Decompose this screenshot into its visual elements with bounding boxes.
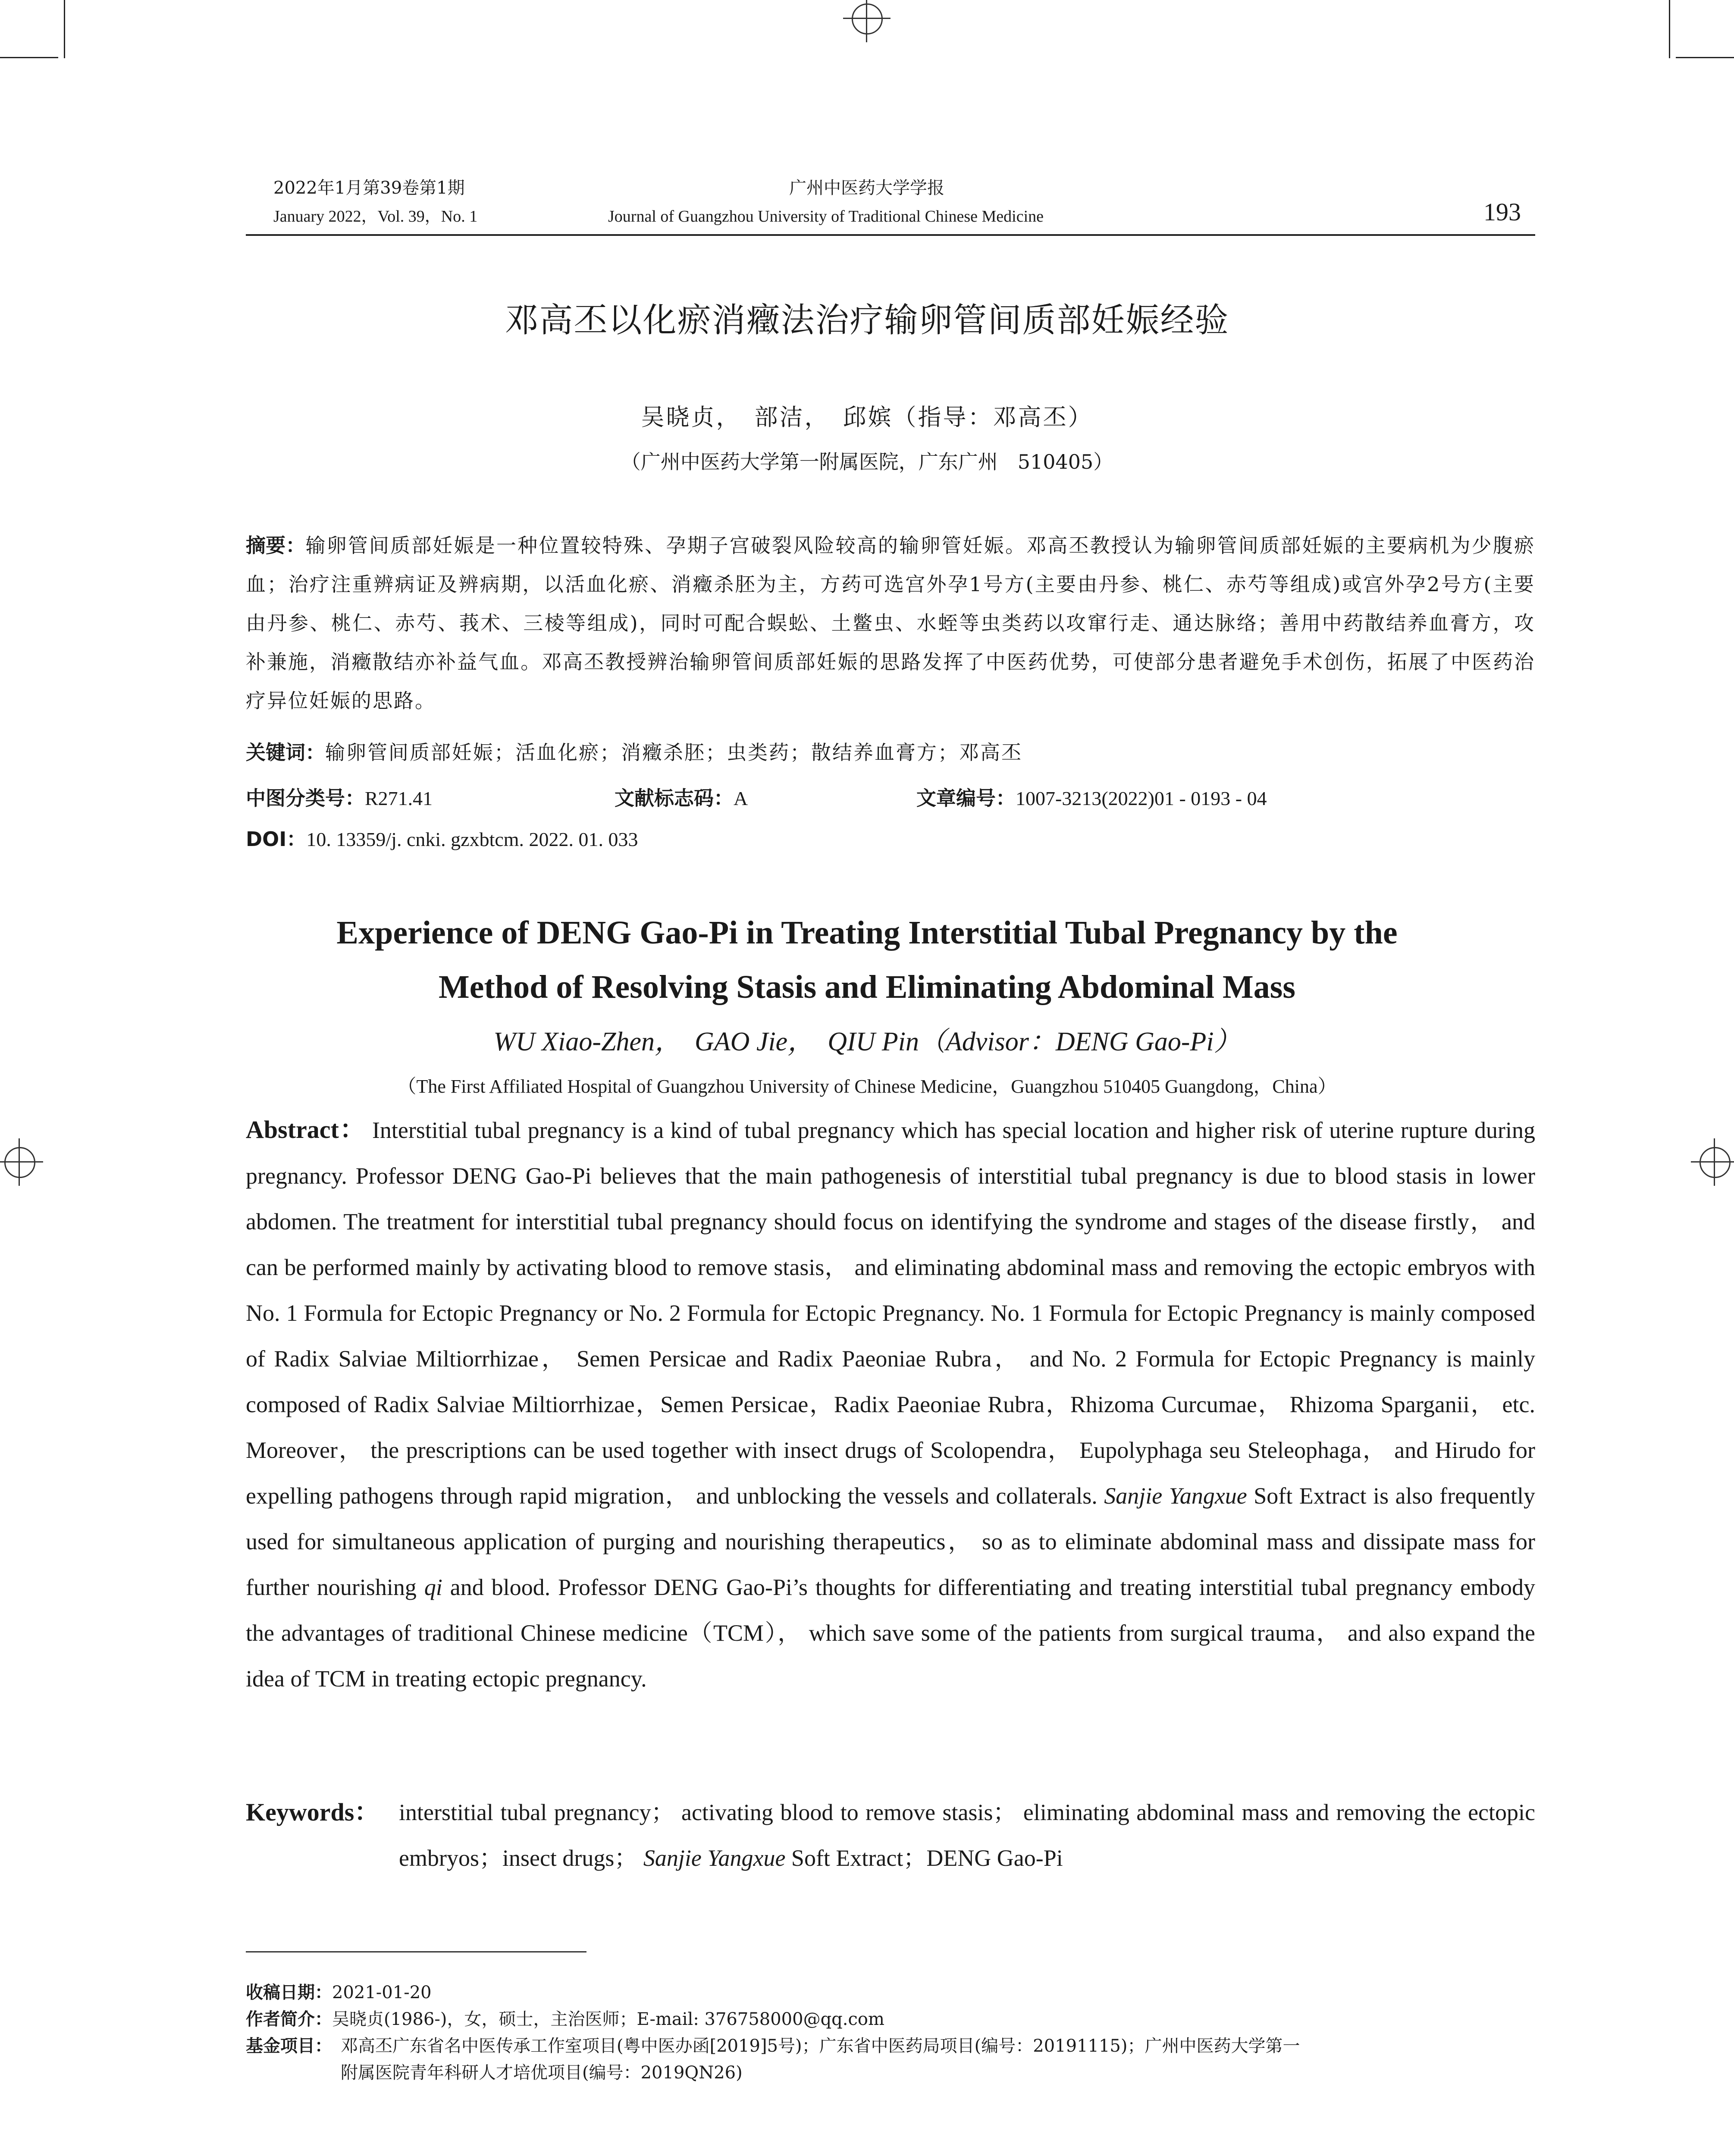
journal-name-en: Journal of Guangzhou University of Traditional Chinese Medicine bbox=[608, 207, 1044, 226]
crop-mark bbox=[0, 57, 58, 58]
keywords-cn bbox=[246, 733, 1535, 772]
author-value: 吴晓贞(1986-)，女，硕士，主治医师；E-mail: 376758000@qq.com bbox=[332, 2009, 884, 2029]
doi-value: 10. 13359/j. cnki. gzxbtcm. 2022. 01. 033 bbox=[306, 828, 638, 850]
abstract-en-part2: Soft Extract is also frequently used for simultaneous application of purging and nourishing therapeutics， so as to eliminate abdominal mass and dissipate mass for further nourishing bbox=[246, 1483, 1536, 1600]
issue-cn: 2022年1月第39卷第1期 bbox=[273, 178, 465, 198]
doc-code-value: A bbox=[734, 787, 748, 809]
issue-en: January 2022，Vol. 39，No. 1 bbox=[273, 207, 478, 226]
footnote-received bbox=[246, 1979, 432, 2006]
footnote-fund-label bbox=[246, 2033, 332, 2059]
affiliation-cn: （广州中医药大学第一附属医院，广东广州 510405） bbox=[621, 450, 1113, 473]
keywords-en-term: Sanjie Yangxue bbox=[643, 1845, 786, 1871]
keywords-en-part1: interstitial tubal pregnancy； activating blood to remove stasis； eliminating abdominal mass and removing the ectopic embryos；insect drugs； bbox=[399, 1799, 1535, 1871]
keywords-label-cn: 关键词： bbox=[246, 741, 325, 764]
author-label: 作者简介： bbox=[246, 2009, 332, 2029]
abstract-en-part3: and blood. Professor DENG Gao-Pi’s thoughts for differentiating and treating interstitial tubal pregnancy embody the advantages of traditional Chinese medicine（TCM）， which save some of the patients from surgical trauma， and also expand the idea of TCM in treating ectopic pregnancy. bbox=[246, 1574, 1536, 1692]
affiliation-en: （The First Affiliated Hospital of Guangzhou University of Chinese Medicine，Guangzhou 510405 Guangdong，China） bbox=[397, 1076, 1337, 1097]
fund-line1: 邓高丕广东省名中医传承工作室项目(粤中医办函[2019]5号)；广东省中医药局项目(编号：20191115)；广州中医药大学第一 bbox=[341, 2036, 1300, 2056]
registration-mark-icon bbox=[0, 1138, 43, 1186]
fund-line2: 附属医院青年科研人才培优项目(编号：2019QN26) bbox=[341, 2063, 743, 2083]
received-label: 收稿日期： bbox=[246, 1983, 332, 2002]
footnote-author bbox=[246, 2006, 884, 2033]
abstract-en-part1: Interstitial tubal pregnancy is a kind of tubal pregnancy which has special location and higher risk of uterine rupture during pregnancy. Professor DENG Gao-Pi believes that the main pathogenesis of interstitial tubal pregnancy is due to blood stasis in lower abdomen. The treatment for interstitial tubal pregnancy should focus on identifying the syndrome and stages of the disease firstly， and can be performed mainly by activating blood to remove stasis， and eliminating abdominal mass and removing the ectopic embryos with No. 1 Formula for Ectopic Pregnancy or No. 2 Formula for Ectopic Pregnancy. No. 1 Formula for Ectopic Pregnancy is mainly composed of Radix Salviae Miltiorrhizae， Semen Persicae and Radix Paeoniae Rubra， and No. 2 Formula for Ectopic Pregnancy is mainly composed of Radix Salviae Miltiorrhizae，Semen Persicae，Radix Paeoniae Rubra，Rhizoma Curcumae， Rhizoma Sparganii， etc. Moreover， the prescriptions can be used together with insect drugs of Scolopendra， Eupolyphaga seu Steleophaga， and Hirudo for expelling pathogens through rapid migration， and unblocking the vessels and collaterals. bbox=[246, 1117, 1535, 1509]
registration-mark-icon bbox=[843, 0, 891, 42]
doc-code-label: 文献标志码： bbox=[615, 787, 734, 810]
received-value: 2021-01-20 bbox=[332, 1983, 432, 2002]
crop-mark bbox=[1676, 57, 1734, 58]
article-title-en bbox=[0, 906, 1734, 1014]
authors-cn: 吴晓贞， 部洁， 邱嫔（指导：邓高丕） bbox=[641, 404, 1093, 431]
abstract-en-term2: qi bbox=[424, 1574, 442, 1600]
abstract-en-term1: Sanjie Yangxue bbox=[1104, 1483, 1247, 1509]
crop-mark bbox=[64, 0, 65, 58]
footnote-rule bbox=[246, 1951, 586, 1952]
keywords-en bbox=[399, 1789, 1535, 1881]
keywords-text-cn: 输卵管间质部妊娠；活血化瘀；消癥杀胚；虫类药；散结养血膏方；邓高丕 bbox=[325, 741, 1022, 764]
registration-mark-icon bbox=[1691, 1138, 1734, 1186]
abstract-text-cn: 输卵管间质部妊娠是一种位置较特殊、孕期子宫破裂风险较高的输卵管妊娠。邓高丕教授认为输卵管间质部妊娠的主要病机为少腹瘀血；治疗注重辨病证及辨病期，以活血化瘀、消癥杀胚为主，方药可选宫外孕1号方(主要由丹参、桃仁、赤芍等组成)或宫外孕2号方(主要由丹参、桃仁、赤芍、莪术、三棱等组成)，同时可配合蜈蚣、土鳖虫、水蛭等虫类药以攻窜行走、通达脉络；善用中药散结养血膏方，攻补兼施，消癥散结亦补益气血。邓高丕教授辨治输卵管间质部妊娠的思路发挥了中医药优势，可使部分患者避免手术创伤，拓展了中医药治疗异位妊娠的思路。 bbox=[246, 534, 1535, 712]
clc-code bbox=[246, 783, 433, 811]
abstract-cn bbox=[246, 526, 1535, 720]
header-rule bbox=[246, 234, 1535, 236]
keywords-label-en: Keywords： bbox=[246, 1798, 379, 1826]
journal-name-cn: 广州中医药大学学报 bbox=[789, 178, 944, 198]
article-number bbox=[916, 783, 1267, 811]
clc-label: 中图分类号： bbox=[246, 787, 365, 810]
footnote-fund bbox=[341, 2033, 1535, 2086]
abstract-label-cn: 摘要： bbox=[246, 534, 306, 557]
abstract-en bbox=[246, 1107, 1535, 1702]
clc-value: R271.41 bbox=[365, 787, 433, 809]
document-code bbox=[615, 783, 748, 811]
doi bbox=[246, 824, 638, 852]
article-no-value: 1007-3213(2022)01 - 0193 - 04 bbox=[1016, 787, 1267, 809]
authors-en: WU Xiao-Zhen， GAO Jie， QIU Pin（Advisor：DENG Gao-Pi） bbox=[493, 1027, 1241, 1056]
abstract-label-en: Abstract： bbox=[246, 1116, 366, 1144]
keywords-en-part2: Soft Extract；DENG Gao-Pi bbox=[791, 1845, 1063, 1871]
crop-mark bbox=[1669, 0, 1670, 58]
doi-label: DOI： bbox=[246, 827, 307, 851]
fund-label: 基金项目： bbox=[246, 2036, 332, 2056]
article-title-cn: 邓高丕以化瘀消癥法治疗输卵管间质部妊娠经验 bbox=[505, 301, 1229, 340]
title-en-line1: Experience of DENG Gao-Pi in Treating Interstitial Tubal Pregnancy by the bbox=[336, 915, 1398, 951]
title-en-line2: Method of Resolving Stasis and Eliminating Abdominal Mass bbox=[439, 969, 1295, 1005]
page-number: 193 bbox=[1483, 198, 1521, 226]
article-no-label: 文章编号： bbox=[916, 787, 1016, 810]
